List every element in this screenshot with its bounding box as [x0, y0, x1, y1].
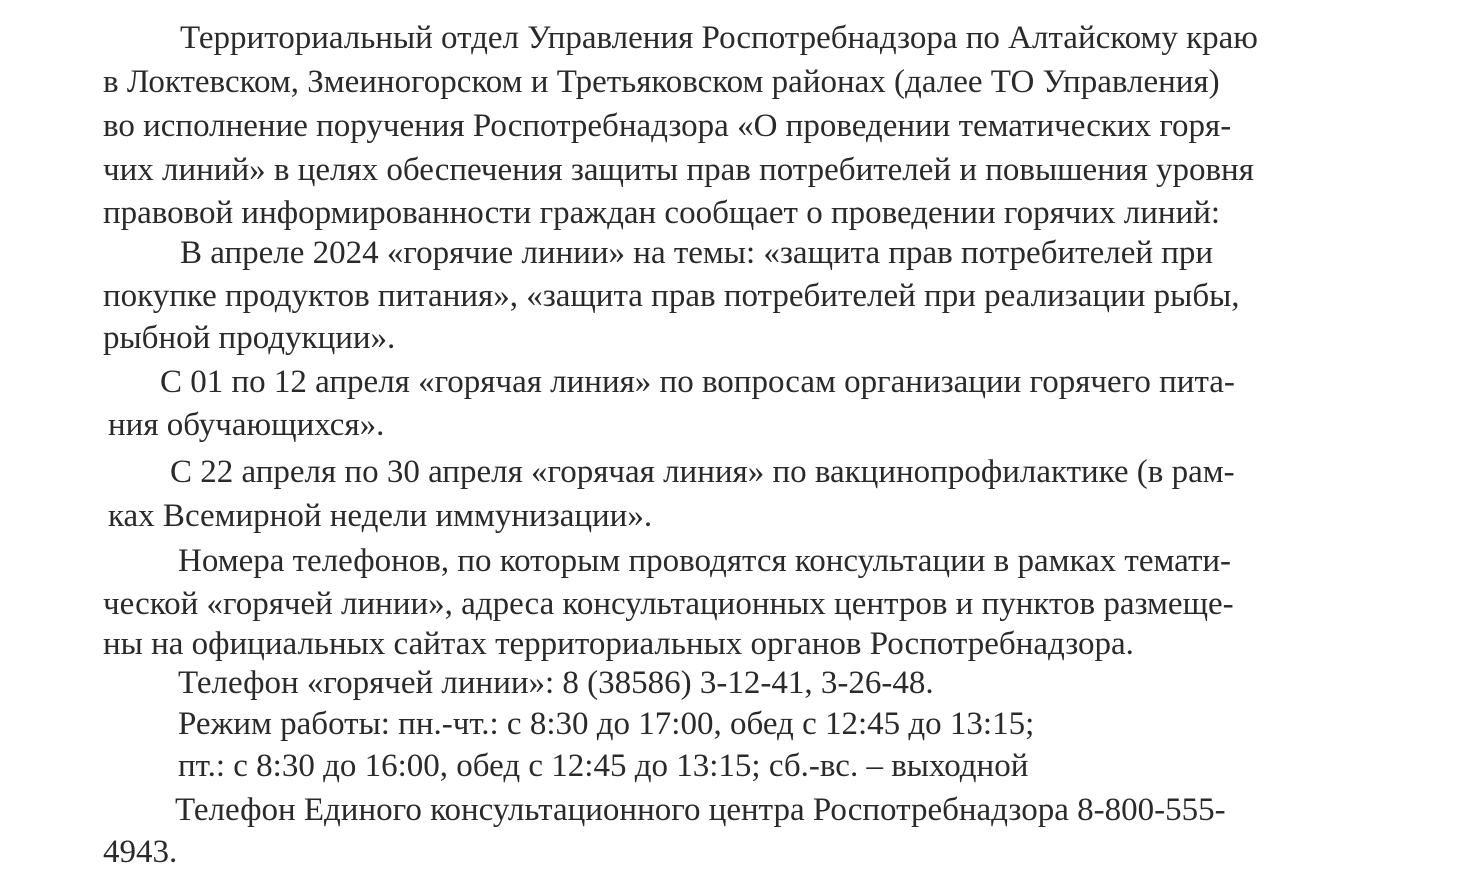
paragraph-april-line-2: покупке продуктов питания», «защита прав потребителей при реализации рыбы,: [103, 278, 1240, 314]
paragraph-vaccination-line-1: С 22 апреля по 30 апреля «горячая линия» по вакцинопрофилактике (в рам-: [170, 454, 1235, 490]
unified-center-phone-line-1: Телефон Единого консультационного центра Роспотребнадзора 8-800-555-: [175, 792, 1226, 828]
working-hours-line-2: пт.: с 8:30 до 16:00, обед с 12:45 до 13:15; сб.-вс. – выходной: [178, 748, 1029, 784]
paragraph-april-line-1: В апреле 2024 «горячие линии» на темы: «защита прав потребителей при: [180, 235, 1214, 271]
paragraph-phones-line-3: ны на официальных сайтах территориальных органов Роспотребнадзора.: [103, 626, 1134, 662]
hotline-phone-line: Телефон «горячей линии»: 8 (38586) 3-12-41, 3-26-48.: [178, 665, 934, 701]
paragraph-school-meals-line-2: ния обучающихся».: [108, 407, 385, 443]
paragraph-phones-line-1: Номера телефонов, по которым проводятся консультации в рамках темати-: [178, 543, 1232, 579]
paragraph-vaccination-line-2: ках Всемирной недели иммунизации».: [108, 498, 653, 534]
paragraph-phones-line-2: ческой «горячей линии», адреса консультационных центров и пунктов размеще-: [103, 586, 1234, 622]
working-hours-line-1: Режим работы: пн.-чт.: с 8:30 до 17:00, обед с 12:45 до 13:15;: [178, 706, 1035, 742]
paragraph-intro-line-3: во исполнение поручения Роспотребнадзора «О проведении тематических горя-: [103, 108, 1232, 144]
paragraph-intro-line-5: правовой информированности граждан сообщает о проведении горячих линий:: [103, 195, 1221, 231]
paragraph-intro-line-2: в Локтевском, Змеиногорском и Третьяковском районах (далее ТО Управления): [103, 64, 1220, 100]
paragraph-school-meals-line-1: С 01 по 12 апреля «горячая линия» по вопросам организации горячего пита-: [160, 364, 1235, 400]
paragraph-april-line-3: рыбной продукции».: [103, 320, 396, 356]
unified-center-phone-line-2: 4943.: [103, 834, 178, 870]
paragraph-intro-line-1: Территориальный отдел Управления Роспотребнадзора по Алтайскому краю: [180, 20, 1258, 56]
paragraph-intro-line-4: чих линий» в целях обеспечения защиты прав потребителей и повышения уровня: [103, 152, 1254, 188]
